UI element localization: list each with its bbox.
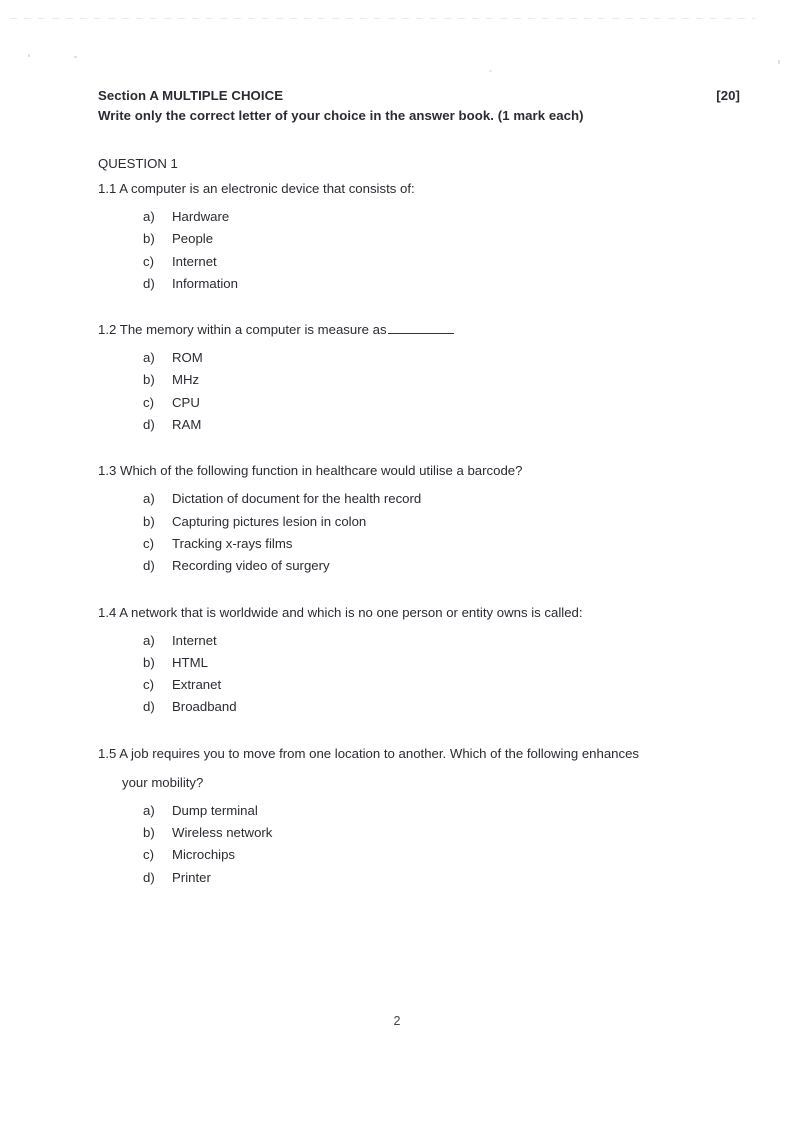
- option-text: Broadband: [172, 699, 237, 715]
- section-heading: Section A MULTIPLE CHOICE: [98, 88, 284, 103]
- questions-list: [98, 179, 698, 889]
- option-text: RAM: [172, 417, 202, 433]
- option-item[interactable]: [98, 369, 698, 391]
- option-letter: c): [143, 677, 154, 693]
- question-heading: QUESTION 1: [98, 156, 178, 171]
- question-stem: [98, 179, 698, 198]
- option-item[interactable]: [98, 228, 698, 250]
- option-item[interactable]: [98, 251, 698, 273]
- option-letter: c): [143, 394, 154, 410]
- option-letter: a): [143, 802, 155, 818]
- option-item[interactable]: [98, 652, 698, 674]
- option-text: Recording video of surgery: [172, 558, 330, 574]
- option-item[interactable]: [98, 630, 698, 652]
- page-content: [98, 86, 740, 889]
- section-marks: [20]: [716, 88, 740, 103]
- scan-speck: [778, 60, 780, 64]
- option-list: [98, 206, 698, 295]
- option-text: MHz: [172, 372, 200, 388]
- option-text: HTML: [172, 654, 208, 670]
- option-text: Dictation of document for the health record: [172, 491, 422, 507]
- option-letter: a): [143, 209, 155, 224]
- option-letter: d): [143, 869, 155, 885]
- scan-speck: [489, 70, 492, 72]
- option-text: Extranet: [172, 677, 222, 693]
- option-text: Wireless network: [172, 825, 273, 841]
- option-item[interactable]: [98, 867, 698, 889]
- option-text: Microchips: [172, 847, 236, 863]
- option-text: Internet: [172, 632, 217, 648]
- question-block: [98, 320, 698, 436]
- option-list: [98, 488, 698, 577]
- question-block: [98, 179, 698, 295]
- option-letter: c): [143, 253, 154, 269]
- scan-speck: [74, 56, 77, 58]
- answer-blank: [388, 322, 454, 334]
- option-letter: b): [143, 372, 155, 388]
- option-item[interactable]: [98, 206, 698, 228]
- option-letter: b): [143, 231, 155, 247]
- question-block: [98, 744, 698, 889]
- option-list: [98, 630, 698, 719]
- option-letter: d): [143, 275, 155, 291]
- section-instruction: Write only the correct letter of your choice in the answer book. (1 mark each): [98, 107, 584, 123]
- option-text: CPU: [172, 394, 200, 410]
- option-item[interactable]: [98, 392, 698, 414]
- option-item[interactable]: [98, 696, 698, 718]
- question-block: [98, 603, 698, 719]
- option-item[interactable]: [98, 844, 698, 866]
- question-stem-text: 1.3 Which of the following function in healthcare would utilise a barcode?: [98, 463, 523, 479]
- option-text: Dump terminal: [172, 802, 258, 818]
- option-item[interactable]: [98, 674, 698, 696]
- question-block: [98, 461, 698, 577]
- question-stem-text: 1.1 A computer is an electronic device that consists of:: [98, 181, 415, 196]
- question-stem: [98, 744, 698, 763]
- option-text: Hardware: [172, 209, 230, 224]
- option-item[interactable]: [98, 555, 698, 577]
- question-stem-text: 1.2 The memory within a computer is measure as: [98, 322, 387, 338]
- option-list: [98, 800, 698, 889]
- option-letter: d): [143, 699, 155, 715]
- option-text: Capturing pictures lesion in colon: [172, 513, 367, 529]
- page-number: 2: [393, 1014, 401, 1028]
- option-item[interactable]: [98, 511, 698, 533]
- option-text: Printer: [172, 869, 211, 885]
- option-letter: d): [143, 558, 155, 574]
- question-stem-text: 1.5 A job requires you to move from one location to another. Which of the following enhances: [98, 745, 640, 761]
- option-item[interactable]: [98, 414, 698, 436]
- option-text: Information: [172, 275, 238, 291]
- question-stem-continued: your mobility?: [122, 774, 204, 790]
- option-letter: b): [143, 654, 155, 670]
- option-letter: a): [143, 491, 155, 507]
- option-item[interactable]: [98, 488, 698, 510]
- option-text: Internet: [172, 253, 217, 269]
- scan-speck: [28, 54, 30, 57]
- scan-artifact-line: [10, 18, 755, 19]
- option-item[interactable]: [98, 347, 698, 369]
- question-stem: [98, 461, 698, 480]
- question-stem: [98, 603, 698, 622]
- option-text: Tracking x-rays films: [172, 535, 293, 551]
- option-text: ROM: [172, 350, 203, 366]
- option-letter: c): [143, 535, 154, 551]
- option-letter: b): [143, 825, 155, 841]
- option-list: [98, 347, 698, 436]
- option-text: People: [172, 231, 214, 247]
- question-stem: [98, 320, 698, 339]
- option-item[interactable]: [98, 533, 698, 555]
- question-stem-text: 1.4 A network that is worldwide and which is no one person or entity owns is called:: [98, 604, 583, 620]
- option-letter: c): [143, 847, 154, 863]
- option-item[interactable]: [98, 822, 698, 844]
- option-letter: a): [143, 632, 155, 648]
- option-item[interactable]: [98, 273, 698, 295]
- section-heading-row: [98, 86, 740, 106]
- option-letter: a): [143, 350, 155, 366]
- option-item[interactable]: [98, 800, 698, 822]
- option-letter: d): [143, 417, 155, 433]
- option-letter: b): [143, 513, 155, 529]
